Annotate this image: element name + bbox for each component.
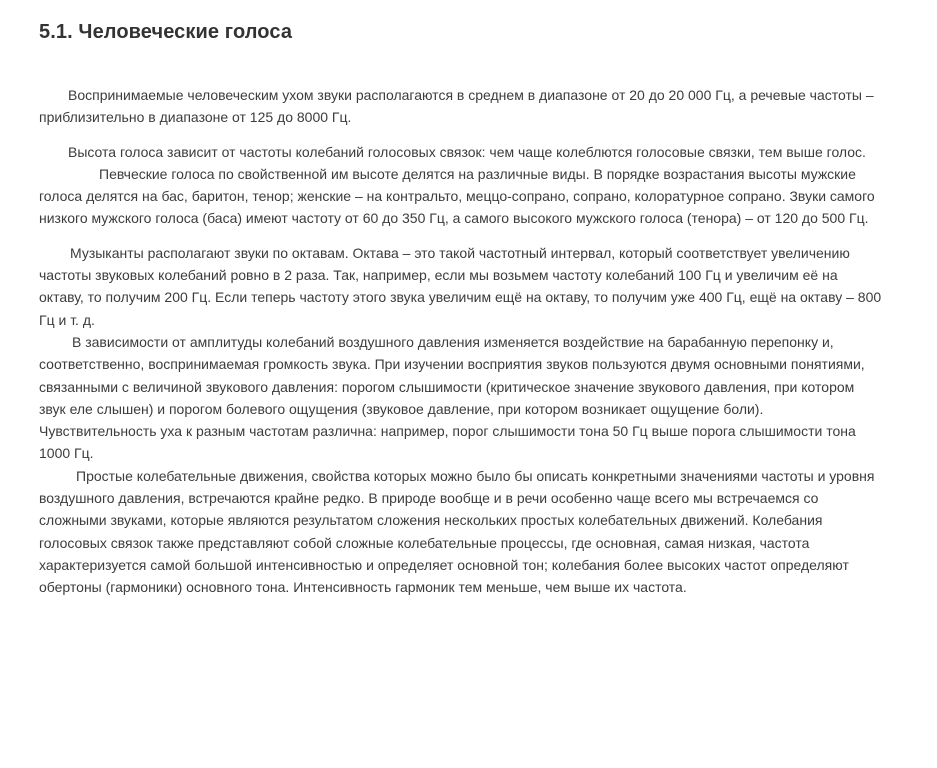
- paragraph-loudness: В зависимости от амплитуды колебаний воздушного давления изменяется воздействие на барабанную перепонку и, соответственно, воспринимаемая громкость звука. При изучении восприятия звуков пользуются двумя основными понятиями, связанными с величиной звукового давления: порогом слышимости (критическое значение звукового давления, при котором звук еле слышен) и порогом болевого ощущения (звуковое давление, при котором возникает ощущение боли). Чувствительность уха к разным частотам различна: например, порог слышимости тона 50 Гц выше порога слышимости тона 1000 Гц.: [39, 333, 865, 462]
- paragraph-complex-sounds: Простые колебательные движения, свойства которых можно было бы описать конкретными значениями частоты и уровня воздушного давления, встречаются крайне редко. В природе вообще и в речи особенно чаще всего мы встречаемся со сложными звуками, которые являются результатом сложения нескольких простых колебательных движений. Колебания голосовых связок также представляют собой сложные колебательные процессы, где основная, самая низкая, частота характеризуется самой большой интенсивностью и определяет основной тон; колебания более высоких частот определяют обертоны (гармоники) основного тона. Интенсивность гармоник тем меньше, чем выше их частота.: [39, 467, 875, 596]
- paragraph-hearing-range: Воспринимаемые человеческим ухом звуки располагаются в среднем в диапазоне от 20 до 20 000 Гц, а речевые частоты – приблизительно в диапазоне от 125 до 8000 Гц.: [39, 87, 874, 126]
- article-body: [39, 84, 884, 599]
- document-page: [39, 18, 884, 599]
- paragraph-singing-voices: Певческие голоса по свойственной им высоте делятся на различные виды. В порядке возрастания высоты мужские голоса делятся на бас, баритон, тенор; женские – на контральто, меццо-сопрано, сопрано, колоратурное сопрано. Звуки самого низкого мужского голоса (баса) имеют частоту от 60 до 350 Гц, а самого высокого мужского голоса (тенора) – от 120 до 500 Гц.: [39, 165, 875, 227]
- section-title: 5.1. Человеческие голоса: [39, 21, 293, 43]
- paragraph-voice-pitch: Высота голоса зависит от частоты колебаний голосовых связок: чем чаще колеблются голосовые связки, тем выше голос.: [68, 143, 866, 160]
- paragraph-octaves: Музыканты располагают звуки по октавам. Октава – это такой частотный интервал, который соответствует увеличению частоты звуковых колебаний ровно в 2 раза. Так, например, если мы возьмем частоту колебаний 100 Гц и увеличим её на октаву, то получим 200 Гц. Если теперь частоту этого звука увеличим ещё на октаву, то получим уже 400 Гц, ещё на октаву – 800 Гц и т. д.: [39, 244, 882, 328]
